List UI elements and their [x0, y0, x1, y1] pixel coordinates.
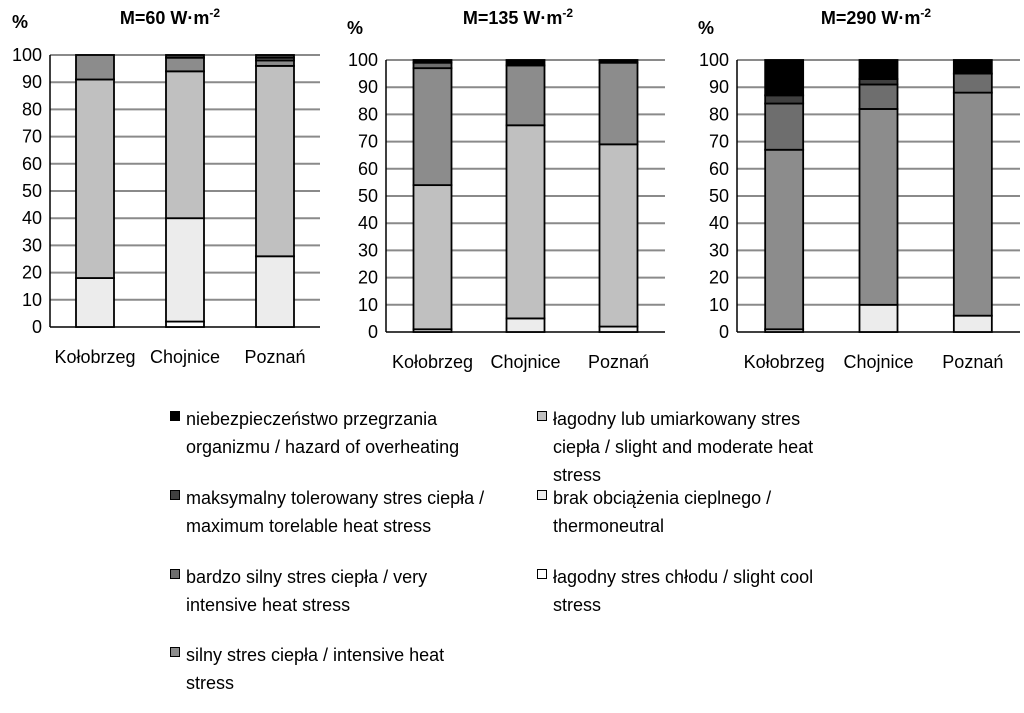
- chart-title: M=290 $W\cdot m^{-2}$: [820, 6, 932, 28]
- y-axis-label: %: [346, 18, 364, 38]
- bar-segment-overheating: [600, 60, 638, 63]
- legend-swatch-intensive-heat: [170, 647, 180, 657]
- legend-item-intensive-heat: [170, 641, 490, 697]
- x-tick-label: Kołobrzeg: [743, 352, 825, 372]
- y-tick-label: 50: [21, 181, 42, 201]
- y-tick-label: 10: [357, 294, 378, 315]
- legend-label-very-intensive-heat: bardzo silny stres ciepła / very intensive heat stress: [186, 567, 428, 615]
- legend-item-very-intensive-heat: [170, 563, 500, 619]
- legend-item-slight-cool: [537, 563, 857, 619]
- y-tick-label: 40: [21, 208, 42, 229]
- y-tick-label: 90: [708, 77, 729, 98]
- bar-segment-intensive-heat: [414, 68, 452, 185]
- chart-1: [12, 6, 320, 367]
- bar-segment-slight-moderate-heat: [256, 66, 294, 256]
- x-tick-label: Poznań: [587, 352, 650, 372]
- y-tick-label: 70: [21, 126, 42, 147]
- y-tick-label: 70: [357, 131, 378, 152]
- bar-segment-intensive-heat: [860, 109, 898, 305]
- legend-item-slight-moderate-heat: [537, 405, 852, 489]
- legend-label-slight-moderate-heat: łagodny lub umiarkowany stres ciepła / slight and moderate heat stress: [553, 409, 814, 485]
- legend-swatch-very-intensive-heat: [170, 569, 180, 579]
- bar-segment-thermoneutral: [860, 305, 898, 332]
- x-tick-label: Poznań: [244, 347, 306, 367]
- bar-segment-overheating: [765, 60, 803, 95]
- x-tick-label: Kołobrzeg: [391, 352, 474, 372]
- bar-segment-slight-moderate-heat: [166, 71, 204, 218]
- y-tick-label: 90: [21, 72, 42, 93]
- legend-label-overheating: niebezpieczeństwo przegrzania organizmu / hazard of overheating: [186, 409, 460, 457]
- y-tick-label: 40: [708, 213, 729, 234]
- bar-segment-very-intensive-heat: [860, 84, 898, 108]
- y-tick-label: 60: [708, 158, 729, 179]
- legend-swatch-max-tolerable-heat: [170, 490, 180, 500]
- y-tick-label: 60: [357, 158, 378, 179]
- legend-item-thermoneutral: [537, 484, 827, 540]
- y-tick-label: 20: [708, 267, 729, 288]
- bar-segment-thermoneutral: [166, 218, 204, 321]
- y-tick-label: 50: [708, 186, 729, 206]
- legend-label-intensive-heat: silny stres ciepła / intensive heat stress: [186, 645, 445, 693]
- y-tick-label: 10: [21, 289, 42, 310]
- y-tick-label: 20: [357, 267, 378, 288]
- y-tick-label: 100: [11, 45, 42, 65]
- x-tick-label: Poznań: [942, 352, 1004, 372]
- chart-2: [347, 6, 665, 372]
- bar-segment-slight-moderate-heat: [600, 144, 638, 326]
- chart-title: M=60 $W\cdot m^{-2}$: [119, 6, 221, 28]
- y-tick-label: 0: [718, 322, 729, 342]
- chart-title: M=135 $W\cdot m^{-2}$: [462, 6, 574, 28]
- y-tick-label: 100: [698, 50, 729, 70]
- legend-swatch-overheating: [170, 411, 180, 421]
- x-tick-label: Chojnice: [490, 352, 561, 372]
- y-tick-label: 60: [21, 153, 42, 174]
- bar-segment-max-tolerable-heat: [166, 55, 204, 58]
- bar-segment-thermoneutral: [507, 318, 545, 332]
- y-tick-label: 70: [708, 131, 729, 152]
- y-tick-label: 50: [357, 186, 378, 206]
- y-tick-label: 30: [21, 235, 42, 256]
- legend-item-max-tolerable-heat: [170, 484, 500, 540]
- legend-label-max-tolerable-heat: maksymalny tolerowany stres ciepła / maximum torelable heat stress: [186, 488, 485, 536]
- x-tick-label: Chojnice: [843, 352, 914, 372]
- x-tick-label: Chojnice: [149, 347, 221, 367]
- bar-segment-thermoneutral: [954, 316, 992, 332]
- bar-segment-intensive-heat: [600, 63, 638, 145]
- y-tick-label: 30: [357, 240, 378, 261]
- bar-segment-intensive-heat: [507, 65, 545, 125]
- legend-swatch-slight-moderate-heat: [537, 411, 547, 421]
- legend-swatch-slight-cool: [537, 569, 547, 579]
- y-axis-label: %: [697, 18, 715, 38]
- bar-segment-overheating: [414, 60, 452, 63]
- bar-segment-max-tolerable-heat: [765, 95, 803, 103]
- bar-segment-overheating: [954, 60, 992, 74]
- y-tick-label: 20: [21, 262, 42, 283]
- bar-segment-slight-moderate-heat: [76, 79, 114, 278]
- legend-label-slight-cool: łagodny stres chłodu / slight cool stress: [553, 567, 814, 615]
- bar-segment-max-tolerable-heat: [256, 55, 294, 58]
- y-tick-label: 30: [708, 240, 729, 261]
- bar-segment-thermoneutral: [76, 278, 114, 327]
- bar-segment-intensive-heat: [954, 93, 992, 316]
- y-tick-label: 80: [357, 104, 378, 125]
- bar-segment-overheating: [507, 60, 545, 65]
- x-tick-label: Kołobrzeg: [54, 347, 136, 367]
- y-tick-label: 0: [31, 317, 42, 337]
- legend-item-overheating: [170, 405, 510, 461]
- legend-swatch-thermoneutral: [537, 490, 547, 500]
- bar-segment-intensive-heat: [166, 58, 204, 72]
- y-tick-label: 80: [708, 104, 729, 125]
- bar-segment-very-intensive-heat: [954, 74, 992, 93]
- legend-label-thermoneutral: brak obciążenia cieplnego / thermoneutral: [553, 488, 772, 536]
- y-tick-label: 80: [21, 99, 42, 120]
- y-tick-label: 100: [347, 50, 378, 70]
- y-tick-label: 40: [357, 213, 378, 234]
- bar-segment-very-intensive-heat: [765, 104, 803, 150]
- bar-segment-intensive-heat: [765, 150, 803, 330]
- y-tick-label: 0: [367, 322, 378, 342]
- bar-segment-intensive-heat: [76, 55, 114, 79]
- bar-segment-overheating: [860, 60, 898, 79]
- y-tick-label: 10: [708, 294, 729, 315]
- chart-3: [698, 6, 1020, 372]
- bar-segment-slight-moderate-heat: [507, 125, 545, 318]
- y-tick-label: 90: [357, 77, 378, 98]
- bar-segment-slight-moderate-heat: [414, 185, 452, 329]
- bar-segment-thermoneutral: [256, 256, 294, 327]
- y-axis-label: %: [11, 12, 29, 32]
